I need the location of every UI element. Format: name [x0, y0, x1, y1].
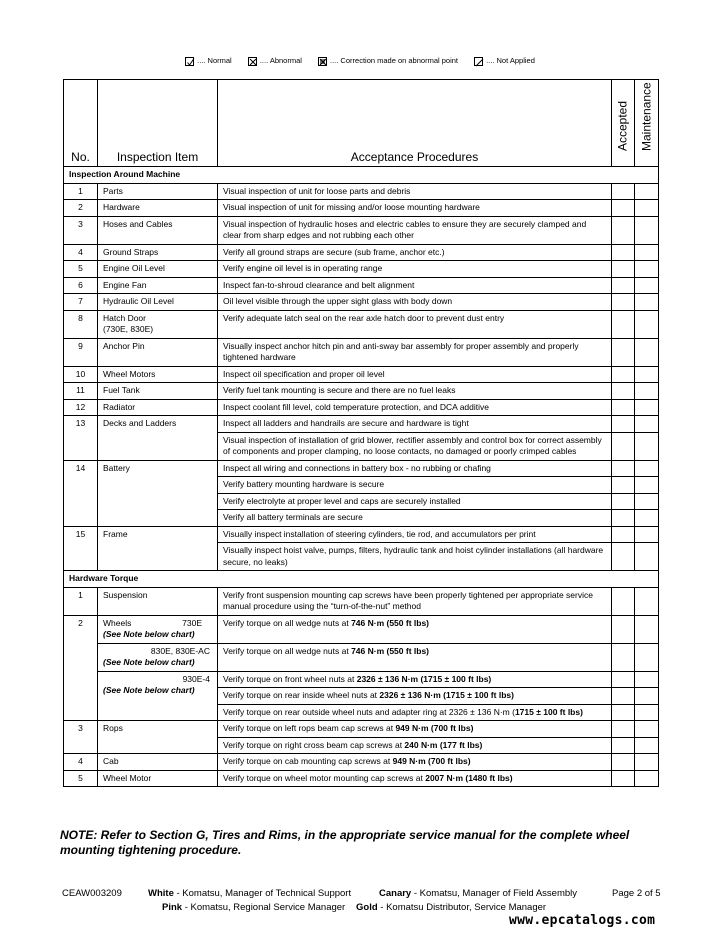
accepted-check[interactable] — [612, 200, 635, 217]
accepted-check[interactable] — [612, 383, 635, 400]
maintenance-check[interactable] — [635, 200, 659, 217]
maintenance-check[interactable] — [635, 261, 659, 278]
accepted-check[interactable] — [612, 770, 635, 787]
row-number: 9 — [64, 338, 98, 366]
table-row: 3 Rops Verify torque on left rops beam cap screws at 949 N·m (700 ft lbs) — [64, 721, 659, 738]
row-number: 8 — [64, 310, 98, 338]
maintenance-check[interactable] — [635, 310, 659, 338]
table-row: 930E-4 (See Note below chart) Verify torque on front wheel nuts at 2326 ± 136 N·m (1715 ± 100 ft lbs) — [64, 671, 659, 688]
table-row — [64, 383, 659, 400]
row-item: Parts — [98, 183, 218, 200]
check-correction-icon — [318, 57, 327, 66]
table-row: 14 Battery Inspect all wiring and connections in battery box - no rubbing or chafing — [64, 460, 659, 477]
row-number: 4 — [64, 244, 98, 261]
footer-pink: Pink - Komatsu, Regional Service Manager — [162, 902, 346, 913]
row-number: 1 — [64, 183, 98, 200]
table-row — [64, 261, 659, 278]
maintenance-check[interactable] — [635, 460, 659, 477]
table-row — [64, 244, 659, 261]
maintenance-check[interactable] — [635, 770, 659, 787]
accepted-check[interactable] — [612, 399, 635, 416]
accepted-check[interactable] — [612, 754, 635, 771]
table-row — [64, 183, 659, 200]
row-item: Wheel Motors — [98, 366, 218, 383]
table-row: Verify battery mounting hardware is secure — [64, 477, 659, 494]
maintenance-check[interactable] — [635, 294, 659, 311]
accepted-check[interactable] — [612, 244, 635, 261]
row-procedure: Verify engine oil level is in operating range — [218, 261, 612, 278]
maintenance-check[interactable] — [635, 277, 659, 294]
row-item: Anchor Pin — [98, 338, 218, 366]
wheels-730e: Wheels 730E (See Note below chart) — [98, 615, 218, 643]
footer-white: White - Komatsu, Manager of Technical Support — [148, 888, 352, 899]
row-item: Ground Straps — [98, 244, 218, 261]
row-number: 7 — [64, 294, 98, 311]
row-procedure: Oil level visible through the upper sight glass with body down — [218, 294, 612, 311]
row-number: 3 — [64, 216, 98, 244]
legend-not-applied: .... Not Applied — [474, 56, 535, 66]
row-item: Engine Oil Level — [98, 261, 218, 278]
maintenance-check[interactable] — [635, 510, 659, 527]
row-procedure: Inspect coolant fill level, cold temperature protection, and DCA additive — [218, 399, 612, 416]
table-row — [64, 294, 659, 311]
row-procedure: Verify adequate latch seal on the rear axle hatch door to prevent dust entry — [218, 310, 612, 338]
footnote: NOTE: Refer to Section G, Tires and Rims, in the appropriate service manual for the complete wheel mounting tightening procedure. — [60, 828, 630, 857]
table-row: 1 Suspension Verify front suspension mounting cap screws have been properly tightened per appropriate service manual procedure using the “turn-of-the-nut” method — [64, 587, 659, 615]
row-procedure: Visual inspection of unit for loose parts and debris — [218, 183, 612, 200]
row-item: Hoses and Cables — [98, 216, 218, 244]
table-row — [64, 366, 659, 383]
table-row: Verify torque on right cross beam cap screws at 240 N·m (177 ft lbs) — [64, 737, 659, 754]
maintenance-check[interactable] — [635, 615, 659, 643]
row-item: Hardware — [98, 200, 218, 217]
accepted-check[interactable] — [612, 526, 635, 543]
row-procedure: Visual inspection of unit for missing and/or loose mounting hardware — [218, 200, 612, 217]
row-number: 12 — [64, 399, 98, 416]
row-procedure: Inspect fan-to-shroud clearance and belt alignment — [218, 277, 612, 294]
maintenance-check[interactable] — [635, 671, 659, 688]
table-row — [64, 200, 659, 217]
maintenance-check[interactable] — [635, 244, 659, 261]
accepted-check[interactable] — [612, 416, 635, 433]
legend-normal: .... Normal — [185, 56, 232, 66]
accepted-check[interactable] — [612, 737, 635, 754]
row-number: 6 — [64, 277, 98, 294]
maintenance-check[interactable] — [635, 643, 659, 671]
table-row — [64, 277, 659, 294]
row-item: Fuel Tank — [98, 383, 218, 400]
table-row — [64, 216, 659, 244]
accepted-check[interactable] — [612, 510, 635, 527]
section-around: Inspection Around Machine — [64, 167, 659, 184]
table-row — [64, 338, 659, 366]
accepted-check[interactable] — [612, 366, 635, 383]
check-normal-icon — [185, 57, 194, 66]
maintenance-check[interactable] — [635, 416, 659, 433]
table-row: 13 Decks and Ladders Inspect all ladders and handrails are secure and hardware is tight — [64, 416, 659, 433]
row-item: Hydraulic Oil Level — [98, 294, 218, 311]
row-item: Radiator — [98, 399, 218, 416]
table-row: Verify all battery terminals are secure — [64, 510, 659, 527]
maintenance-check[interactable] — [635, 754, 659, 771]
header-item: Inspection Item — [98, 80, 218, 167]
accepted-check[interactable] — [612, 310, 635, 338]
table-row: Verify torque on rear inside wheel nuts at 2326 ± 136 N·m (1715 ± 100 ft lbs) — [64, 688, 659, 705]
page-number: Page 2 of 5 — [612, 888, 661, 899]
maintenance-check[interactable] — [635, 338, 659, 366]
accepted-check[interactable] — [612, 493, 635, 510]
maintenance-check[interactable] — [635, 383, 659, 400]
row-procedure: Inspect oil specification and proper oil level — [218, 366, 612, 383]
header-maintenance: Maintenance — [635, 80, 659, 167]
maintenance-check[interactable] — [635, 587, 659, 615]
table-row: 2 Wheels 730E (See Note below chart) Verify torque on all wedge nuts at 746 N·m (550 ft lbs) — [64, 615, 659, 643]
wheels-830e: 830E, 830E-AC (See Note below chart) — [98, 643, 218, 671]
accepted-check[interactable] — [612, 587, 635, 615]
legend-correction: .... Correction made on abnormal point — [318, 56, 458, 66]
accepted-check[interactable] — [612, 338, 635, 366]
accepted-check[interactable] — [612, 183, 635, 200]
row-procedure: Verify all ground straps are secure (sub frame, anchor etc.) — [218, 244, 612, 261]
watermark: www.epcatalogs.com — [509, 913, 656, 928]
table-row: Verify torque on rear outside wheel nuts and adapter ring at 2326 ± 136 N·m (1715 ± 100 ft lbs) — [64, 704, 659, 721]
accepted-check[interactable] — [612, 643, 635, 671]
row-procedure: Visual inspection of hydraulic hoses and electric cables to ensure they are securely clamped and clear from sharp edges and not rubbing each other — [218, 216, 612, 244]
row-number: 5 — [64, 261, 98, 278]
maintenance-check[interactable] — [635, 526, 659, 543]
row-procedure: Visually inspect anchor hitch pin and anti-sway bar assembly for proper assembly and properly tightened hardware — [218, 338, 612, 366]
accepted-check[interactable] — [612, 543, 635, 571]
row-item: Hatch Door (730E, 830E) — [98, 310, 218, 338]
maintenance-check[interactable] — [635, 543, 659, 571]
maintenance-check[interactable] — [635, 493, 659, 510]
maintenance-check[interactable] — [635, 399, 659, 416]
maintenance-check[interactable] — [635, 688, 659, 705]
maintenance-check[interactable] — [635, 432, 659, 460]
accepted-check[interactable] — [612, 615, 635, 643]
table-row: 5 Wheel Motor Verify torque on wheel motor mounting cap screws at 2007 N·m (1480 ft lbs) — [64, 770, 659, 787]
check-not-applied-icon — [474, 57, 483, 66]
accepted-check[interactable] — [612, 477, 635, 494]
accepted-check[interactable] — [612, 671, 635, 688]
legend-abnormal: .... Abnormal — [248, 56, 302, 66]
accepted-check[interactable] — [612, 261, 635, 278]
inspection-table — [63, 79, 659, 787]
accepted-check[interactable] — [612, 277, 635, 294]
accepted-check[interactable] — [612, 688, 635, 705]
header-accepted: Accepted — [612, 80, 635, 167]
accepted-check[interactable] — [612, 721, 635, 738]
maintenance-check[interactable] — [635, 704, 659, 721]
accepted-check[interactable] — [612, 704, 635, 721]
accepted-check[interactable] — [612, 294, 635, 311]
maintenance-check[interactable] — [635, 183, 659, 200]
accepted-check[interactable] — [612, 432, 635, 460]
table-row — [64, 310, 659, 338]
accepted-check[interactable] — [612, 216, 635, 244]
header-no: No. — [64, 80, 98, 167]
header-procedure: Acceptance Procedures — [218, 80, 612, 167]
footer-gold: Gold - Komatsu Distributor, Service Manager — [356, 902, 547, 913]
header-row — [64, 80, 659, 167]
row-number: 11 — [64, 383, 98, 400]
table-row — [64, 399, 659, 416]
maintenance-check[interactable] — [635, 721, 659, 738]
legend — [0, 56, 720, 66]
maintenance-check[interactable] — [635, 216, 659, 244]
table-row: Visual inspection of installation of grid blower, rectifier assembly and control box for correct assembly of components and proper clamping, no loose contacts, no damaged or poorly crimped cables — [64, 432, 659, 460]
table-row: Visually inspect hoist valve, pumps, filters, hydraulic tank and hoist cylinder installations (all hardware secure, no leaks) — [64, 543, 659, 571]
table-row: 4 Cab Verify torque on cab mounting cap screws at 949 N·m (700 ft lbs) — [64, 754, 659, 771]
row-item: Engine Fan — [98, 277, 218, 294]
table-row: 15 Frame Visually inspect installation of steering cylinders, tie rod, and accumulators per print — [64, 526, 659, 543]
accepted-check[interactable] — [612, 460, 635, 477]
footer-canary: Canary - Komatsu, Manager of Field Assembly — [379, 888, 578, 899]
maintenance-check[interactable] — [635, 366, 659, 383]
row-number: 2 — [64, 200, 98, 217]
row-number: 10 — [64, 366, 98, 383]
form-code: CEAW003209 — [62, 888, 122, 899]
row-procedure: Verify fuel tank mounting is secure and there are no fuel leaks — [218, 383, 612, 400]
table-row: 830E, 830E-AC (See Note below chart) Verify torque on all wedge nuts at 746 N·m (550 ft lbs) — [64, 643, 659, 671]
wheels-930e: 930E-4 (See Note below chart) — [98, 671, 218, 721]
check-abnormal-icon — [248, 57, 257, 66]
table-row: Verify electrolyte at proper level and caps are securely installed — [64, 493, 659, 510]
maintenance-check[interactable] — [635, 477, 659, 494]
section-torque: Hardware Torque — [64, 571, 659, 588]
maintenance-check[interactable] — [635, 737, 659, 754]
